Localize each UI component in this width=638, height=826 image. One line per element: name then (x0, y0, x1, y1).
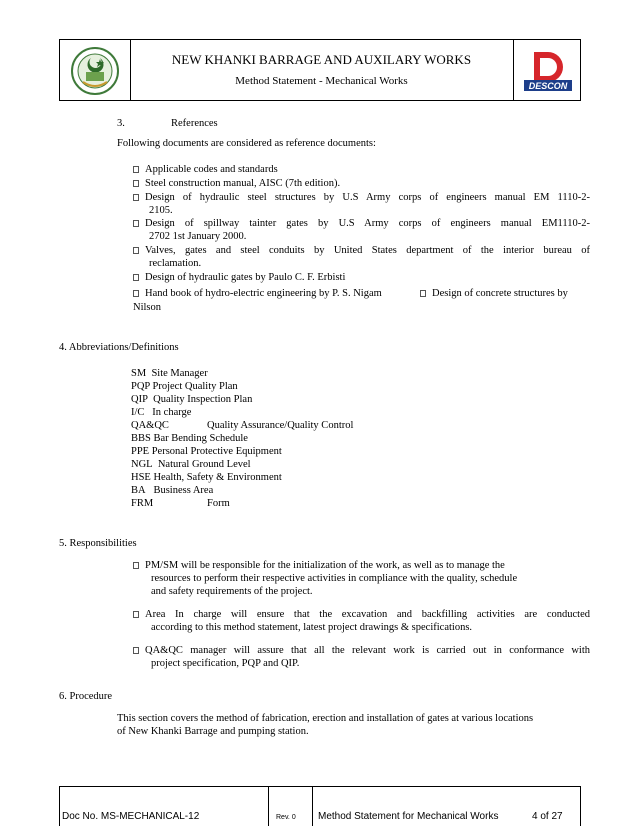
list-item: Design of concrete structures by (420, 287, 568, 300)
list-item: Design of hydraulic steel structures by U.S Army corps of engineers manual EM 1110-2- (133, 191, 590, 204)
list-item-continuation: 2105. (149, 205, 173, 216)
bullet-icon (420, 290, 426, 297)
bullet-icon (133, 611, 139, 618)
list-item-continuation: and safety requirements of the project. (151, 586, 313, 597)
descon-logo-text: DESCON (528, 81, 568, 91)
footer-revision: Rev. 0 (276, 814, 296, 821)
list-item-continuation: project specification, PQP and QIP. (151, 658, 300, 669)
page-header (59, 39, 581, 101)
footer-page-number: 4 of 27 (532, 811, 563, 822)
references-intro: Following documents are considered as reference documents: (117, 138, 376, 149)
references-heading: References (171, 118, 218, 129)
list-item-continuation: resources to perform their respective activities in compliance with the quality, schedule (151, 573, 518, 584)
list-item-continuation: reclamation. (149, 258, 202, 269)
page-footer (59, 786, 581, 826)
bullet-icon (133, 180, 139, 187)
list-item: QA&QC manager will assure that all the relevant work is carried out in conformance with (133, 644, 590, 657)
list-item: Area In charge will ensure that the excavation and backfilling activities are conducted (133, 608, 590, 621)
list-item-continuation: 2702 1st January 2000. (149, 231, 247, 242)
punjab-government-logo-icon (69, 46, 121, 96)
bullet-icon (133, 166, 139, 173)
descon-logo-icon (522, 48, 574, 94)
list-item: Design of hydraulic gates by Paulo C. F. Erbisti (133, 271, 345, 284)
footer-document-title: Method Statement for Mechanical Works (318, 811, 499, 822)
bullet-icon (133, 647, 139, 654)
bullet-icon (133, 247, 139, 254)
abbreviations-heading: 4. Abbreviations/Definitions (59, 342, 179, 353)
list-item: Hand book of hydro-electric engineering by P. S. Nigam (133, 287, 382, 300)
procedure-text-line: This section covers the method of fabrication, erection and installation of gates at various locations (117, 713, 534, 724)
list-item: Applicable codes and standards (133, 163, 278, 176)
list-item: Valves, gates and steel conduits by United States department of the interior bureau of (133, 244, 590, 257)
header-title: NEW KHANKI BARRAGE AND AUXILARY WORKS (171, 52, 472, 67)
list-item-continuation: Nilson (133, 302, 162, 313)
footer-doc-number: Doc No. MS-MECHANICAL-12 (62, 811, 200, 822)
bullet-icon (133, 220, 139, 227)
bullet-icon (133, 562, 139, 569)
list-item: PM/SM will be responsible for the initialization of the work, as well as to manage the (133, 559, 505, 572)
bullet-icon (133, 290, 139, 297)
header-subtitle: Method Statement - Mechanical Works (235, 75, 408, 87)
references-heading-number: 3. (117, 118, 125, 129)
list-item-continuation: according to this method statement, latest project drawings & specifications. (151, 622, 473, 633)
list-item: Steel construction manual, AISC (7th edition). (133, 177, 340, 190)
list-item: Design of spillway tainter gates by U.S Army corps of engineers manual EM1110-2- (133, 217, 590, 230)
responsibilities-heading: 5. Responsibilities (59, 538, 137, 549)
procedure-heading: 6. Procedure (59, 691, 113, 702)
bullet-icon (133, 274, 139, 281)
bullet-icon (133, 194, 139, 201)
procedure-text-line: of New Khanki Barrage and pumping station. (117, 726, 309, 737)
